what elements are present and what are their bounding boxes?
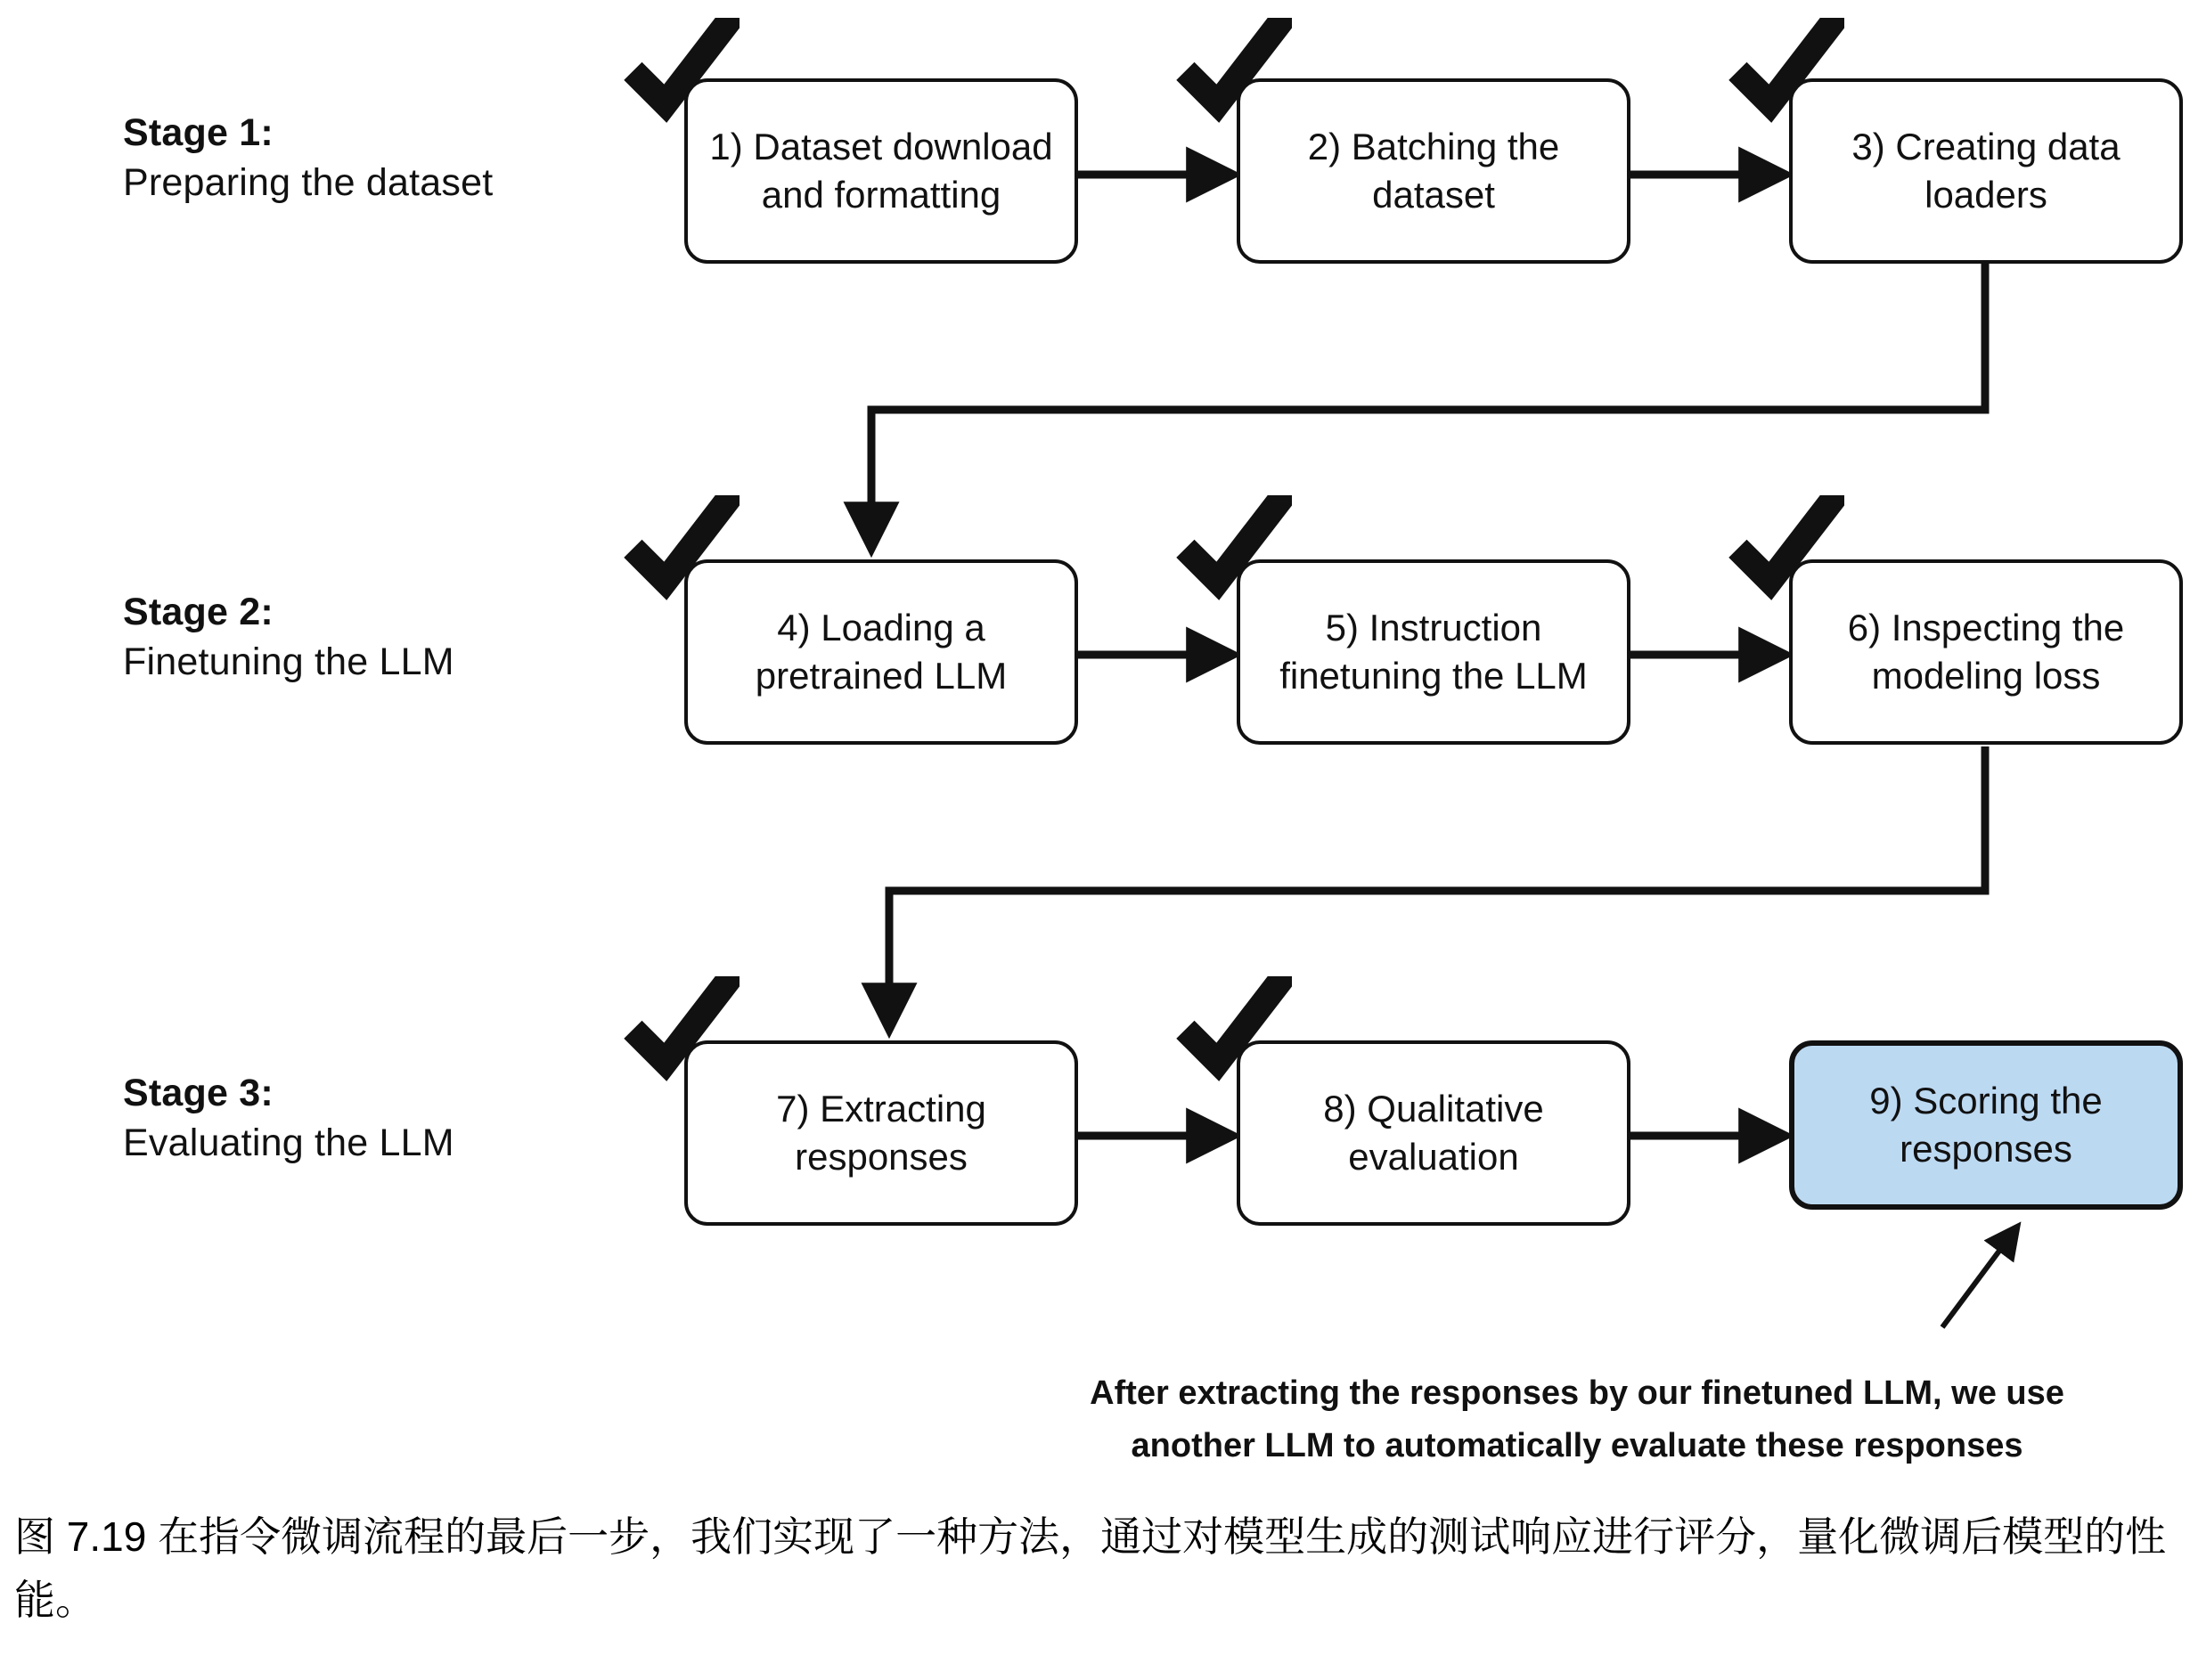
flow-node-label: 6) Inspecting the modeling loss (1847, 607, 2125, 697)
stage-subtitle: Preparing the dataset (123, 160, 494, 204)
stage-title: Stage 3: (123, 1072, 274, 1114)
figure-caption: 图 7.19 在指令微调流程的最后一步，我们实现了一种方法，通过对模型生成的测试响应进行评分，量化微调后模型的性能。 (14, 1513, 2167, 1624)
flow-node-label: 4) Loading a pretrained LLM (755, 607, 1008, 697)
flow-node-8[interactable] (1237, 1040, 1630, 1226)
stage-title: Stage 2: (123, 591, 274, 633)
flow-node-label: 1) Dataset download and formatting (709, 126, 1053, 216)
flow-node-label: 9) Scoring the responses (1869, 1080, 2103, 1170)
stage-subtitle: Evaluating the LLM (123, 1121, 454, 1164)
flow-node-label: 7) Extracting responses (776, 1088, 986, 1178)
stage-title: Stage 1: (123, 111, 274, 154)
flow-node-label: 5) Instruction finetuning the LLM (1279, 607, 1588, 697)
flow-node-3[interactable] (1789, 78, 2183, 264)
stage-label-3 (123, 1069, 454, 1169)
flow-node-9[interactable] (1789, 1040, 2183, 1210)
flow-node-label: 8) Qualitative evaluation (1323, 1088, 1544, 1178)
stage-subtitle: Finetuning the LLM (123, 640, 454, 683)
flow-node-label: 2) Batching the dataset (1307, 126, 1560, 216)
flow-node-6[interactable] (1789, 559, 2183, 745)
flow-node-2[interactable] (1237, 78, 1630, 264)
flow-node-5[interactable] (1237, 559, 1630, 745)
annotation-text: After extracting the responses by our finetuned LLM, we use another LLM to automatically evaluate these responses (1090, 1374, 2064, 1464)
flow-node-1[interactable] (684, 78, 1078, 264)
flow-node-7[interactable] (684, 1040, 1078, 1226)
stage-label-1 (123, 109, 493, 208)
flow-node-label: 3) Creating data loaders (1851, 126, 2121, 216)
flow-node-4[interactable] (684, 559, 1078, 745)
stage-label-2 (123, 588, 454, 688)
